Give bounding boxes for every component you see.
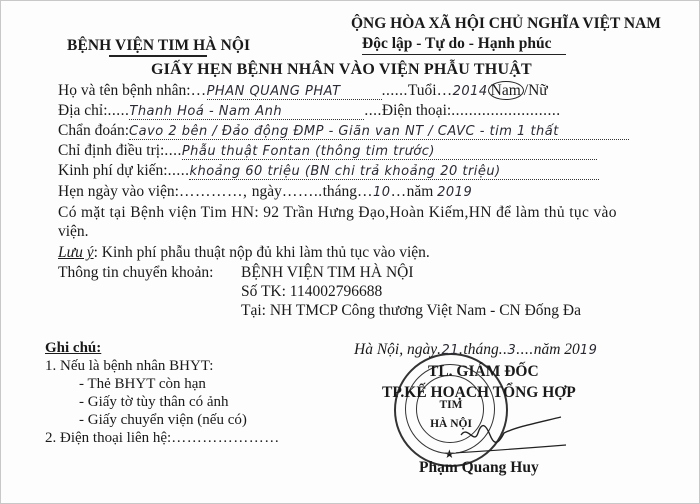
hospital-underline (109, 55, 207, 57)
bank-account-number: Số TK: 114002796688 (241, 283, 383, 300)
hospital-name: BỆNH VIỆN TIM HÀ NỘI (67, 37, 251, 54)
stamp-star-icon: ★ (444, 447, 455, 461)
attention-label: Lưu ý (58, 244, 94, 261)
appointment-month-label: tháng (322, 183, 358, 200)
diagnosis-value: Cavo 2 bên / Đảo động ĐMP - Giãn van NT / CAVC - tim 1 thất (129, 124, 629, 140)
field-address: Địa chỉ:.....Thanh Hoá - Nam Anh ....Điện thoại:......................... (58, 102, 561, 119)
sign-day: 21 (441, 343, 460, 358)
address-label: Địa chỉ: (58, 102, 108, 119)
field-diagnosis (58, 122, 629, 140)
signer-title-2: TP.KẾ HOẠCH TỔNG HỢP (382, 384, 576, 401)
attention-note (58, 244, 430, 262)
bank-account-name: BỆNH VIỆN TIM HÀ NỘI (241, 264, 414, 281)
attention-text: : Kinh phí phẫu thuật nộp đủ khi làm thủ tục vào viện. (93, 244, 430, 261)
age-value: 2014 (452, 84, 488, 99)
sign-year-suffix: 19 (579, 343, 598, 358)
motto-underline (362, 54, 566, 55)
diagnosis-label: Chẩn đoán: (58, 122, 130, 139)
signer-name: Phạm Quang Huy (419, 459, 539, 476)
stamp-text-line1: TIM (439, 399, 463, 411)
patient-name-value: PHAN QUANG PHAT (207, 84, 382, 100)
notes-sub-item: - Giấy chuyển viện (nếu có) (79, 412, 247, 428)
phone-label: Điện thoại: (381, 102, 452, 119)
signer-title-1: TL. GIÁM ĐỐC (428, 363, 539, 380)
treatment-label: Chỉ định điều trị: (58, 142, 165, 159)
field-patient-name: Họ và tên bệnh nhân:…PHAN QUANG PHAT ......Tuổi…2014 Nam /Nữ (58, 82, 548, 99)
handwritten-signature (456, 405, 566, 465)
address-value: Thanh Hoá - Nam Anh (129, 104, 364, 120)
appointment-year-value: 2019 (437, 185, 473, 200)
presence-note-line2: viện. (58, 223, 89, 240)
notes-title: Ghi chú: (45, 340, 102, 356)
nation-line: ỘNG HÒA XÃ HỘI CHỦ NGHĨA VIỆT NAM (351, 15, 661, 32)
sign-year-label: năm 20 (533, 341, 580, 358)
gender-female: Nữ (528, 82, 548, 99)
sign-month-label: tháng (463, 341, 499, 358)
field-cost: Kinh phí dự kiến:.....khoảng 60 triệu (BN chi trả khoảng 20 triệu) (58, 162, 599, 180)
sign-month: 3 (507, 343, 517, 358)
cost-value: khoảng 60 triệu (BN chi trả khoảng 20 triệu) (189, 164, 599, 180)
gender-selected-male: Nam (488, 81, 524, 100)
notes-sub-item: - Giấy tờ tùy thân có ảnh (79, 394, 229, 410)
age-label: Tuổi (407, 82, 437, 99)
appointment-month-value: 10 (373, 185, 391, 200)
contact-phone-label: 2. Điện thoại liên hệ: (45, 430, 172, 446)
appointment-year-label: năm (406, 183, 434, 200)
presence-note-line1: Có mặt tại Bệnh viện Tim HN: 92 Trần Hưng Đạo,Hoàn Kiếm,HN để làm thủ tục vào (58, 204, 617, 221)
treatment-value: Phẫu thuật Fontan (thông tim trước) (182, 144, 597, 160)
cost-label: Kinh phí dự kiến: (58, 162, 168, 179)
place-date: Hà Nội, ngày.21.tháng..3....năm 2019 (354, 341, 598, 358)
notes-item-1: 1. Nếu là bệnh nhân BHYT: (45, 358, 214, 374)
field-treatment: Chỉ định điều trị:....Phẫu thuật Fontan (thông tim trước) (58, 142, 597, 160)
bank-info-label: Thông tin chuyển khoản: (58, 264, 214, 281)
gender-separator: / (523, 82, 529, 99)
stamp-text-line2: HÀ NỘI (430, 418, 472, 430)
field-appointment: Hẹn ngày vào viện:…………, ngày……..tháng…10…năm 2019 (58, 183, 473, 200)
place-date-prefix: Hà Nội, ngày (354, 341, 438, 358)
notes-item-2: 2. Điện thoại liên hệ:………………… (45, 430, 280, 446)
patient-name-label: Họ và tên bệnh nhân: (58, 82, 191, 99)
appointment-label: Hẹn ngày vào viện: (58, 183, 179, 200)
bank-name: Tại: NH TMCP Công thương Việt Nam - CN Đống Đa (241, 302, 582, 319)
motto: Độc lập - Tự do - Hạnh phúc (362, 35, 552, 52)
appointment-day-label: ngày (251, 183, 282, 200)
notes-sub-item: - Thẻ BHYT còn hạn (79, 376, 206, 392)
document-title: GIẤY HẸN BỆNH NHÂN VÀO VIỆN PHẪU THUẬT (151, 61, 532, 78)
